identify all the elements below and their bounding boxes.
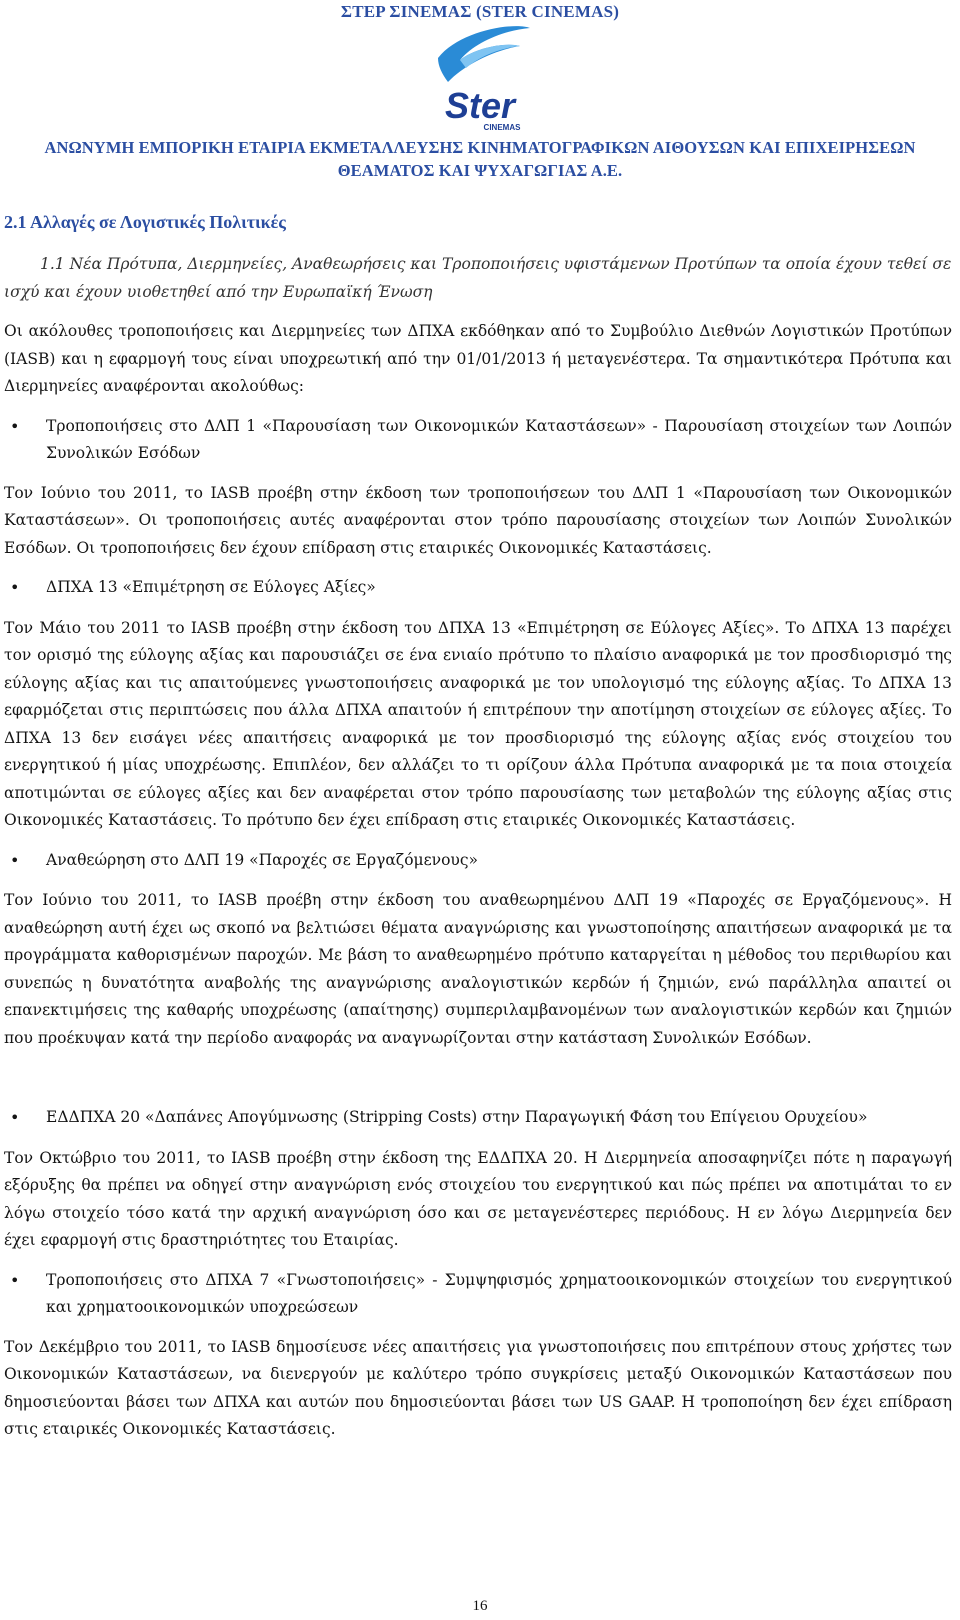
- bullet-item: [4, 574, 952, 603]
- intro-paragraph: Οι ακόλουθες τροποποιήσεις και Διερμηνείες των ΔΠΧΑ εκδόθηκαν από το Συμβούλιο Διεθνών Λογιστικών Προτύπων (IASB) και η εφαρμογή τους είναι υποχρεωτική από την 01/01/2013 ή μεταγενέστερα. Τα σημαντικότερα Πρότυπα και Διερμηνείες αναφέρονται ακολούθως:: [4, 322, 952, 395]
- bullet-icon: [4, 1267, 46, 1322]
- bullet-text: Αναθεώρηση στο ΔΛΠ 19 «Παροχές σε Εργαζόμενους»: [46, 850, 478, 869]
- bullet-icon: [4, 847, 46, 876]
- bullet-item: [4, 1267, 952, 1322]
- paragraph: Τον Μάιο του 2011 το IASB προέβη στην έκδοση του ΔΠΧΑ 13 «Επιμέτρηση σε Εύλογες Αξίες». Το ΔΠΧΑ 13 παρέχει τον ορισμό της εύλογης αξίας και παρουσιάζει σε ένα ενιαίο πρότυπο το πλαίσιο αναφορικά με τον προσδιορισμό της εύλογης αξίας και τις απαιτούμενες γνωστοποιήσεις αναφορικά με τον υπολογισμό της εύλογης αξίας. Το ΔΠΧΑ 13 εφαρμόζεται στις περιπτώσεις που άλλα ΔΠΧΑ απαιτούν ή επιτρέπουν την αποτίμηση στοιχείων σε εύλογες αξίες. Το ΔΠΧΑ 13 δεν εισάγει νέες απαιτήσεις αναφορικά με τον προσδιορισμό της εύλογης αξίας ενός στοιχείου του ενεργητικού ή μίας υποχρέωσης. Επιπλέον, δεν αλλάζει το τι ορίζουν άλλα Πρότυπα αναφορικά με τα ποια στοιχεία αποτιμώνται σε εύλογες αξίες και δεν αναφέρεται στον τρόπο παρουσίασης των μεταβολών της εύλογης αξίας στις Οικονομικές Καταστάσεις. Το πρότυπο δεν έχει επίδραση στις εταιρικές Οικονομικές Καταστάσεις.: [4, 618, 952, 829]
- paragraph: Τον Δεκέμβριο του 2011, το IASB δημοσίευσε νέες απαιτήσεις για γνωστοποιήσεις που επιτρέπουν στους χρήστες των Οικονομικών Καταστάσεων, να διενεργούν με καλύτερο τρόπο συγκρίσεις μεταξύ Οικονομικών Καταστάσεων που δημοσιεύονται βάσει των ΔΠΧΑ και αυτών που δημοσιεύονται βάσει των US GAAP. Η τροποποίηση δεν έχει επίδραση στις εταιρικές Οικονομικές Καταστάσεις.: [4, 1337, 952, 1438]
- spacer: [4, 1064, 952, 1104]
- logo-subtext: CINEMAS: [483, 123, 521, 132]
- bullet-item: [4, 1104, 952, 1133]
- company-top-header: ΣΤΕΡ ΣΙΝΕΜΑΣ (STER CINEMAS): [340, 2, 620, 21]
- company-full-name: [0, 136, 960, 182]
- page-number: 16: [472, 1598, 488, 1614]
- bullet-text: Τροποποιήσεις στο ΔΛΠ 1 «Παρουσίαση των Οικονομικών Καταστάσεων» - Παρουσίαση στοιχείων των Λοιπών Συνολικών Εσόδων: [46, 416, 952, 462]
- paragraph: Τον Ιούνιο του 2011, το IASB προέβη στην έκδοση των τροποποιήσεων του ΔΛΠ 1 «Παρουσίαση των Οικονομικών Καταστάσεων». Οι τροποποιήσεις αυτές αναφέρονται στον τρόπο παρουσίασης στοιχείων των Λοιπών Συνολικών Εσόδων. Οι τροποποιήσεις δεν έχουν επίδραση στις εταιρικές Οικονομικές Καταστάσεις.: [4, 483, 952, 557]
- logo-text: Ster: [444, 85, 516, 126]
- bullet-item: [4, 847, 952, 876]
- ster-cinemas-logo: [420, 20, 540, 136]
- bullet-icon: [4, 574, 46, 603]
- sub-section-title: 1.1 Νέα Πρότυπα, Διερμηνείες, Αναθεωρήσεις και Τροποποιήσεις υφιστάμενων Προτύπων τα οποία έχουν τεθεί σε ισχύ και έχουν υιοθετηθεί από την Ευρωπαϊκή Ένωση: [4, 255, 952, 301]
- document-body: [4, 318, 952, 1456]
- paragraph: Τον Οκτώβριο του 2011, το IASB προέβη στην έκδοση της ΕΔΔΠΧΑ 20. Η Διερμηνεία αποσαφηνίζει πότε η παραγωγή εξόρυξης θα πρέπει να οδηγεί στην αναγνώριση ενός στοιχείου του ενεργητικού και πώς πρέπει να αποτιμάται το εν λόγω στοιχείο τόσο κατά την αρχική αναγνώριση όσο και σε μεταγενέστερες περιόδους. Η εν λόγω Διερμηνεία δεν έχει εφαρμογή στις δραστηριότητες του Εταιρίας.: [4, 1148, 952, 1249]
- bullet-icon: [4, 1104, 46, 1133]
- paragraph: Τον Ιούνιο του 2011, το IASB προέβη στην έκδοση του αναθεωρημένου ΔΛΠ 19 «Παροχές σε Εργαζόμενους». Η αναθεώρηση αυτή έχει ως σκοπό να βελτιώσει θέματα αναγνώρισης και γνωστοποίησης απαιτήσεων αναφορικά με τα προγράμματα καθορισμένων παροχών. Με βάση το αναθεωρημένο πρότυπο καταργείται η μέθοδος του περιθωρίου και συνεπώς η δυνατότητα αναβολής της αναγνώρισης αναλογιστικών κερδών ή ζημιών, ενώ παράλληλα απαιτεί οι επανεκτιμήσεις της καθαρής υποχρέωσης (απαίτησης) συμπεριλαμβανομένων των αναλογιστικών κερδών και ζημιών που προέκυψαν κατά την περίοδο αναφοράς να αναγνωρίζονται στην κατάσταση Συνολικών Εσόδων.: [4, 891, 952, 1047]
- company-name-line-2: ΘΕΑΜΑΤΟΣ ΚΑΙ ΨΥΧΑΓΩΓΙΑΣ Α.Ε.: [337, 161, 623, 180]
- bullet-text: ΔΠΧΑ 13 «Επιμέτρηση σε Εύλογες Αξίες»: [46, 578, 376, 596]
- bullet-text: Τροποποιήσεις στο ΔΠΧΑ 7 «Γνωστοποιήσεις» - Συμψηφισμός χρηματοοικονομικών στοιχείων του ενεργητικού και χρηματοοικονομικών υποχρεώσεων: [46, 1270, 952, 1316]
- bullet-item: [4, 413, 952, 468]
- bullet-icon: [4, 413, 46, 468]
- section-title: 2.1 Αλλαγές σε Λογιστικές Πολιτικές: [4, 212, 286, 232]
- company-name-line-1: ΑΝΩΝΥΜΗ ΕΜΠΟΡΙΚΗ ΕΤΑΙΡΙΑ ΕΚΜΕΤΑΛΛΕΥΣΗΣ ΚΙΝΗΜΑΤΟΓΡΑΦΙΚΩΝ ΑΙΘΟΥΣΩΝ ΚΑΙ ΕΠΙΧΕΙΡΗΣΕΩΝ: [44, 138, 916, 157]
- bullet-text: ΕΔΔΠΧΑ 20 «Δαπάνες Απογύμνωσης (Stripping Costs) στην Παραγωγική Φάση του Επίγειου Ορυχείου»: [46, 1108, 868, 1126]
